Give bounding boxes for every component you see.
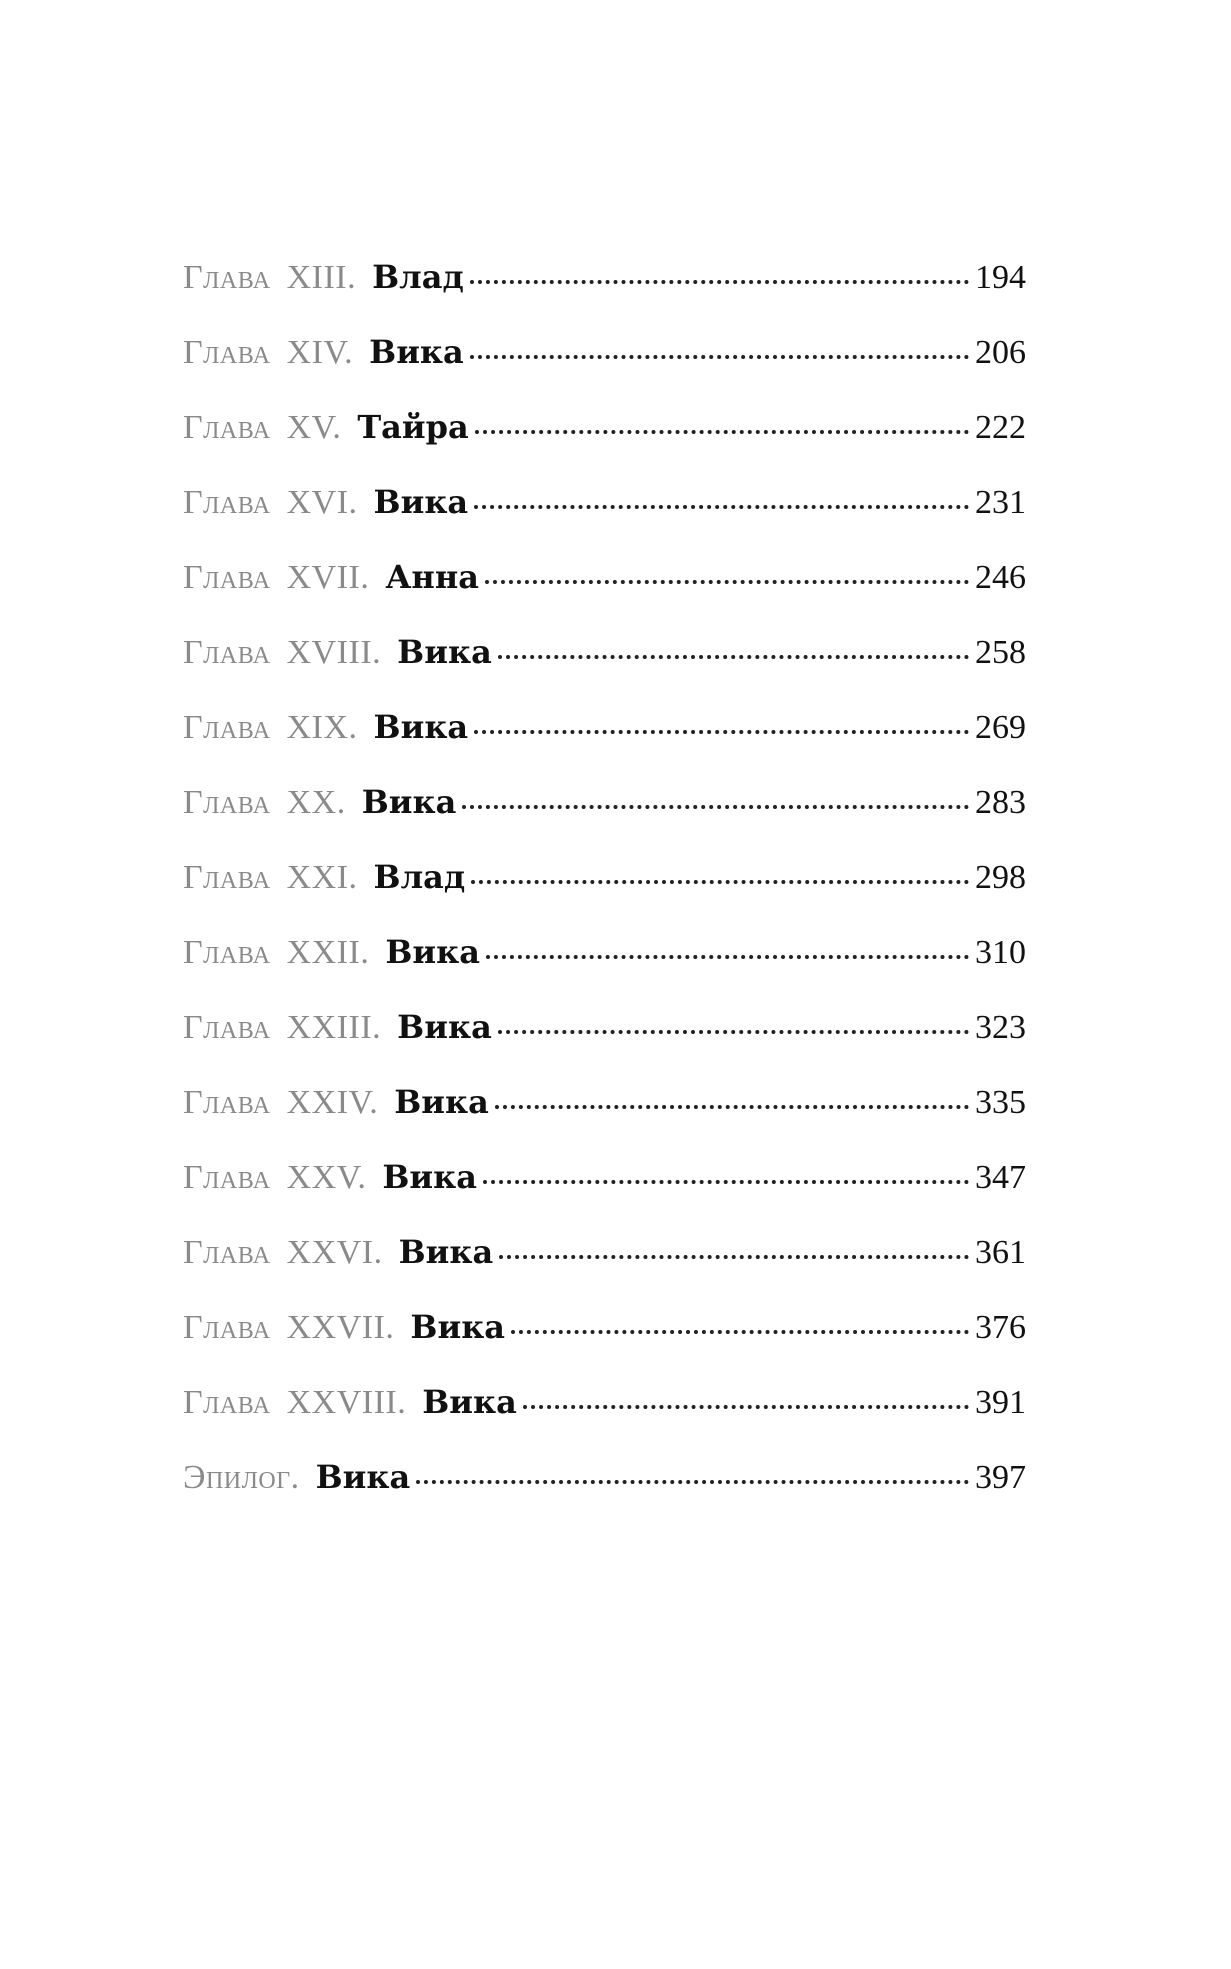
dot-leader xyxy=(474,730,969,734)
chapter-prefix: Глава xyxy=(183,1159,271,1196)
dot-leader xyxy=(486,955,969,959)
chapter-prefix: Глава xyxy=(183,859,271,896)
toc-entry xyxy=(183,483,1026,558)
chapter-numeral: XXVI. xyxy=(286,1234,383,1271)
chapter-prefix: Глава xyxy=(183,334,271,371)
chapter-title: Вика xyxy=(315,1458,411,1496)
dot-leader xyxy=(498,655,969,659)
chapter-title: Анна xyxy=(385,558,479,596)
page-number: 283 xyxy=(975,784,1026,821)
chapter-numeral: XXV. xyxy=(286,1159,367,1196)
chapter-numeral: XXIV. xyxy=(286,1084,379,1121)
dot-leader xyxy=(495,1105,969,1109)
toc-entry xyxy=(183,1308,1026,1383)
toc-entry xyxy=(183,1008,1026,1083)
chapter-title: Вика xyxy=(410,1308,506,1346)
dot-leader xyxy=(485,580,969,584)
chapter-title: Вика xyxy=(397,633,492,671)
chapter-title: Вика xyxy=(397,1008,492,1046)
chapter-numeral: XXI. xyxy=(286,859,358,896)
page-number: 347 xyxy=(975,1159,1026,1196)
chapter-title: Вика xyxy=(382,1158,477,1196)
page-number: 376 xyxy=(975,1309,1026,1346)
chapter-numeral: XXVII. xyxy=(286,1309,395,1346)
chapter-prefix: Глава xyxy=(183,709,271,746)
toc-entry xyxy=(183,1083,1026,1158)
chapter-title: Вика xyxy=(369,333,464,371)
toc-entry xyxy=(183,558,1026,633)
chapter-prefix: Глава xyxy=(183,484,271,521)
chapter-prefix: Глава xyxy=(183,784,271,821)
dot-leader xyxy=(475,430,969,434)
page-number: 246 xyxy=(975,559,1026,596)
page-number: 194 xyxy=(975,259,1026,296)
chapter-numeral: XVIII. xyxy=(286,634,382,671)
chapter-prefix: Глава xyxy=(183,559,271,596)
chapter-numeral: XIV. xyxy=(286,334,354,371)
page-number: 269 xyxy=(975,709,1026,746)
chapter-prefix: Глава xyxy=(183,1009,271,1046)
chapter-title: Влад xyxy=(372,258,464,296)
toc-entry xyxy=(183,933,1026,1008)
page-number: 361 xyxy=(975,1234,1026,1271)
toc-entry xyxy=(183,1383,1026,1458)
chapter-prefix: Глава xyxy=(183,934,271,971)
toc-entry xyxy=(183,783,1026,858)
page-number: 323 xyxy=(975,1009,1026,1046)
toc-entry xyxy=(183,708,1026,783)
chapter-title: Вика xyxy=(394,1083,489,1121)
dot-leader xyxy=(523,1405,969,1409)
toc-entry xyxy=(183,408,1026,483)
page-number: 231 xyxy=(975,484,1026,521)
chapter-prefix: Эпилог. xyxy=(183,1459,300,1496)
chapter-numeral: XVI. xyxy=(286,484,358,521)
chapter-title: Тайра xyxy=(357,408,469,446)
chapter-title: Вика xyxy=(422,1383,517,1421)
dot-leader xyxy=(499,1255,969,1259)
chapter-numeral: XXVIII. xyxy=(286,1384,407,1421)
chapter-numeral: XXII. xyxy=(286,934,370,971)
toc-entry xyxy=(183,633,1026,708)
dot-leader xyxy=(462,805,969,809)
chapter-title: Вика xyxy=(361,783,457,821)
chapter-prefix: Глава xyxy=(183,1084,271,1121)
page-number: 391 xyxy=(975,1384,1026,1421)
chapter-prefix: Глава xyxy=(183,1384,271,1421)
chapter-prefix: Глава xyxy=(183,634,271,671)
chapter-prefix: Глава xyxy=(183,409,271,446)
chapter-prefix: Глава xyxy=(183,1234,271,1271)
page-number: 335 xyxy=(975,1084,1026,1121)
dot-leader xyxy=(483,1180,969,1184)
chapter-title: Вика xyxy=(373,708,469,746)
dot-leader xyxy=(470,280,969,284)
chapter-prefix: Глава xyxy=(183,1309,271,1346)
page-number: 258 xyxy=(975,634,1026,671)
chapter-title: Вика xyxy=(373,483,469,521)
page-number: 298 xyxy=(975,859,1026,896)
dot-leader xyxy=(511,1330,969,1334)
toc-entry xyxy=(183,1158,1026,1233)
dot-leader xyxy=(470,355,969,359)
toc-entry xyxy=(183,1458,1026,1533)
chapter-numeral: XIII. xyxy=(286,259,357,296)
dot-leader xyxy=(498,1030,969,1034)
chapter-title: Влад xyxy=(373,858,466,896)
page-number: 222 xyxy=(975,409,1026,446)
dot-leader xyxy=(474,505,969,509)
page-number: 397 xyxy=(975,1459,1026,1496)
page-number: 310 xyxy=(975,934,1026,971)
chapter-numeral: XX. xyxy=(286,784,346,821)
chapter-numeral: XV. xyxy=(286,409,342,446)
toc-entry xyxy=(183,258,1026,333)
chapter-numeral: XXIII. xyxy=(286,1009,382,1046)
chapter-title: Вика xyxy=(398,1233,494,1271)
chapter-title: Вика xyxy=(385,933,480,971)
toc-entry xyxy=(183,1233,1026,1308)
page-number: 206 xyxy=(975,334,1026,371)
chapter-numeral: XIX. xyxy=(286,709,358,746)
table-of-contents xyxy=(183,258,1026,1533)
toc-entry xyxy=(183,333,1026,408)
dot-leader xyxy=(416,1480,969,1484)
chapter-prefix: Глава xyxy=(183,259,271,296)
dot-leader xyxy=(471,880,969,884)
toc-entry xyxy=(183,858,1026,933)
chapter-numeral: XVII. xyxy=(286,559,370,596)
